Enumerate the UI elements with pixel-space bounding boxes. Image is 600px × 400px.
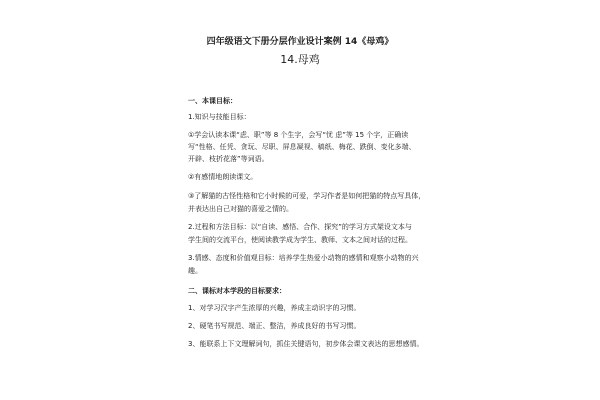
knowledge-skills-label: 1.知识与技能目标： bbox=[188, 113, 251, 121]
requirement-item-2: 2、硬笔书写规范、端正、整洁，养成良好的书写习惯。 bbox=[188, 322, 361, 330]
document-title: 四年级语文下册分层作业设计案例 14《母鸡》 bbox=[206, 37, 394, 47]
goal1-line1: ①学会认读本课“虑、职”等 8 个生字，会写“忧 虑”等 15 个字，正确读 bbox=[188, 131, 409, 139]
emotion-attitude-line1: 3.情感、态度和价值观目标：培养学生热爱小动物的感情和观察小动物的兴 bbox=[188, 254, 419, 262]
goal3-line2: 并表达出自己对猫的喜爱之情的。 bbox=[188, 205, 293, 213]
document-subtitle: 14.母鸡 bbox=[280, 53, 320, 66]
section1-heading: 一、本课目标： bbox=[188, 97, 237, 105]
process-method-line2: 学生间的交流平台，使阅读教学成为学生、教师、文本之间对话的过程。 bbox=[188, 236, 412, 244]
section2-heading: 二、课标对本学段的目标要求： bbox=[188, 287, 286, 295]
requirement-item-1: 1、对学习汉字产生浓厚的兴趣，养成主动识字的习惯。 bbox=[188, 304, 361, 312]
requirement-item-3: 3、能联系上下文理解词句，抓住关键语句，初步体会课文表达的思想感情。 bbox=[188, 340, 424, 348]
emotion-attitude-line2: 趣。 bbox=[188, 267, 202, 275]
process-method-line1: 2.过程和方法目标：以“自读、感悟、合作、探究”的学习方式架设文本与 bbox=[188, 223, 412, 231]
goal3-line1: ③了解猫的古怪性格和它小时候的可爱，学习作者是如何把猫的特点写具体， bbox=[188, 192, 426, 200]
goal2-line: ②有感情地朗读课文。 bbox=[188, 173, 258, 181]
goal1-line3: 开辟、枝折花落”等词语。 bbox=[188, 155, 269, 163]
goal1-line2: 写“性格、任凭、贪玩、尽职、屏息凝视、稿纸、梅花、跌倒、变化多端、 bbox=[188, 143, 416, 151]
